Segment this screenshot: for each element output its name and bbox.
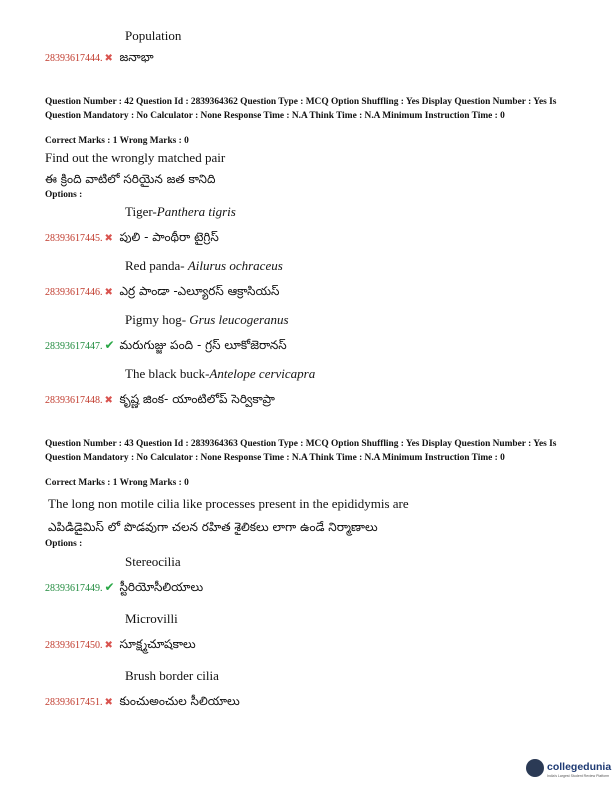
options-label: Options : <box>45 190 83 200</box>
cross-icon: ✖ <box>104 395 113 406</box>
option-text-te: స్టీరియోసీలియాలు <box>119 580 204 594</box>
option-row <box>45 282 279 301</box>
option-text-te: కృష్ణ జింక- యాంటిలోప్ సెర్వికాప్రా <box>119 392 275 406</box>
question-text-en: The long non motile cilia like processes present in the epididymis are <box>48 496 409 511</box>
option-text-en: Microvilli <box>125 611 178 626</box>
option-text-te: మరుగుజ్జు పంది - గ్రస్ లూకోజెరానస్ <box>119 338 287 352</box>
option-row <box>45 578 203 597</box>
question-header: Question Number : 43 Question Id : 2839364363 Question Type : MCQ Option Shuffling : Yes Display Question Number : Yes Is Question Mandatory : No Calculator : None Response Time : N.A Think Time : N.A Minimum Instruction Time : 0 <box>45 439 557 463</box>
cross-icon: ✖ <box>104 640 113 651</box>
option-text-te: పులి - పాంథీరా టైగ్రిస్ <box>119 230 219 244</box>
option-text-te: ఎర్ర పాండా -ఎల్యూరస్ ఆక్రాసియస్ <box>119 284 280 298</box>
check-icon: ✔ <box>104 338 115 352</box>
logo-tagline: India's Largest Student Review Platform <box>547 774 610 778</box>
option-id: 28393617450. <box>45 640 103 651</box>
question-text-te: ఎపిడిడైమిస్ లో పొడవుగా చలన రహిత శైలికలు లాగా ఉండే నిర్మాణాలు <box>48 520 378 534</box>
option-row <box>45 635 196 654</box>
option-row <box>45 390 275 409</box>
option-id: 28393617446. <box>45 287 103 298</box>
logo-name: collegedunia <box>547 761 612 773</box>
question-text-en: Find out the wrongly matched pair <box>45 150 226 165</box>
cross-icon: ✖ <box>104 697 113 708</box>
question-header: Question Number : 42 Question Id : 2839364362 Question Type : MCQ Option Shuffling : Yes Display Question Number : Yes Is Question Mandatory : No Calculator : None Response Time : N.A Think Time : N.A Minimum Instruction Time : 0 <box>45 97 557 121</box>
collegedunia-logo <box>522 756 612 786</box>
option-id: 28393617445. <box>45 233 103 244</box>
option-text-en: Tiger-Panthera tigris <box>125 204 236 219</box>
options-label: Options : <box>45 539 83 549</box>
option-text-en: Pigmy hog- Grus leucogeranus <box>125 312 289 327</box>
option-text-te: సూక్ష్మచూషకాలు <box>119 637 196 651</box>
option-text-en: Population <box>125 28 182 43</box>
option-text-en: Stereocilia <box>125 554 181 569</box>
option-id: 28393617449. <box>45 583 103 594</box>
option-id: 28393617444. <box>45 53 103 64</box>
question-marks: Correct Marks : 1 Wrong Marks : 0 <box>45 478 189 488</box>
option-row <box>45 228 219 247</box>
mascot-icon <box>526 759 544 777</box>
option-text-te: కుంచుఅంచుల సీలియాలు <box>119 694 240 708</box>
question-text-te: ఈ క్రింది వాటిలో సరియైన జత కానిది <box>45 172 216 186</box>
option-id: 28393617448. <box>45 395 103 406</box>
option-row <box>45 48 154 67</box>
cross-icon: ✖ <box>104 287 113 298</box>
option-text-te: జనాభా <box>119 50 154 64</box>
question-marks: Correct Marks : 1 Wrong Marks : 0 <box>45 136 189 146</box>
option-row <box>45 692 240 711</box>
option-text-en: The black buck-Antelope cervicapra <box>125 366 316 381</box>
option-text-en: Brush border cilia <box>125 668 219 683</box>
option-text-en: Red panda- Ailurus ochraceus <box>125 258 283 273</box>
cross-icon: ✖ <box>104 53 113 64</box>
option-id: 28393617451. <box>45 697 103 708</box>
cross-icon: ✖ <box>104 233 113 244</box>
check-icon: ✔ <box>104 580 115 594</box>
option-id: 28393617447. <box>45 341 103 352</box>
option-row <box>45 336 287 355</box>
